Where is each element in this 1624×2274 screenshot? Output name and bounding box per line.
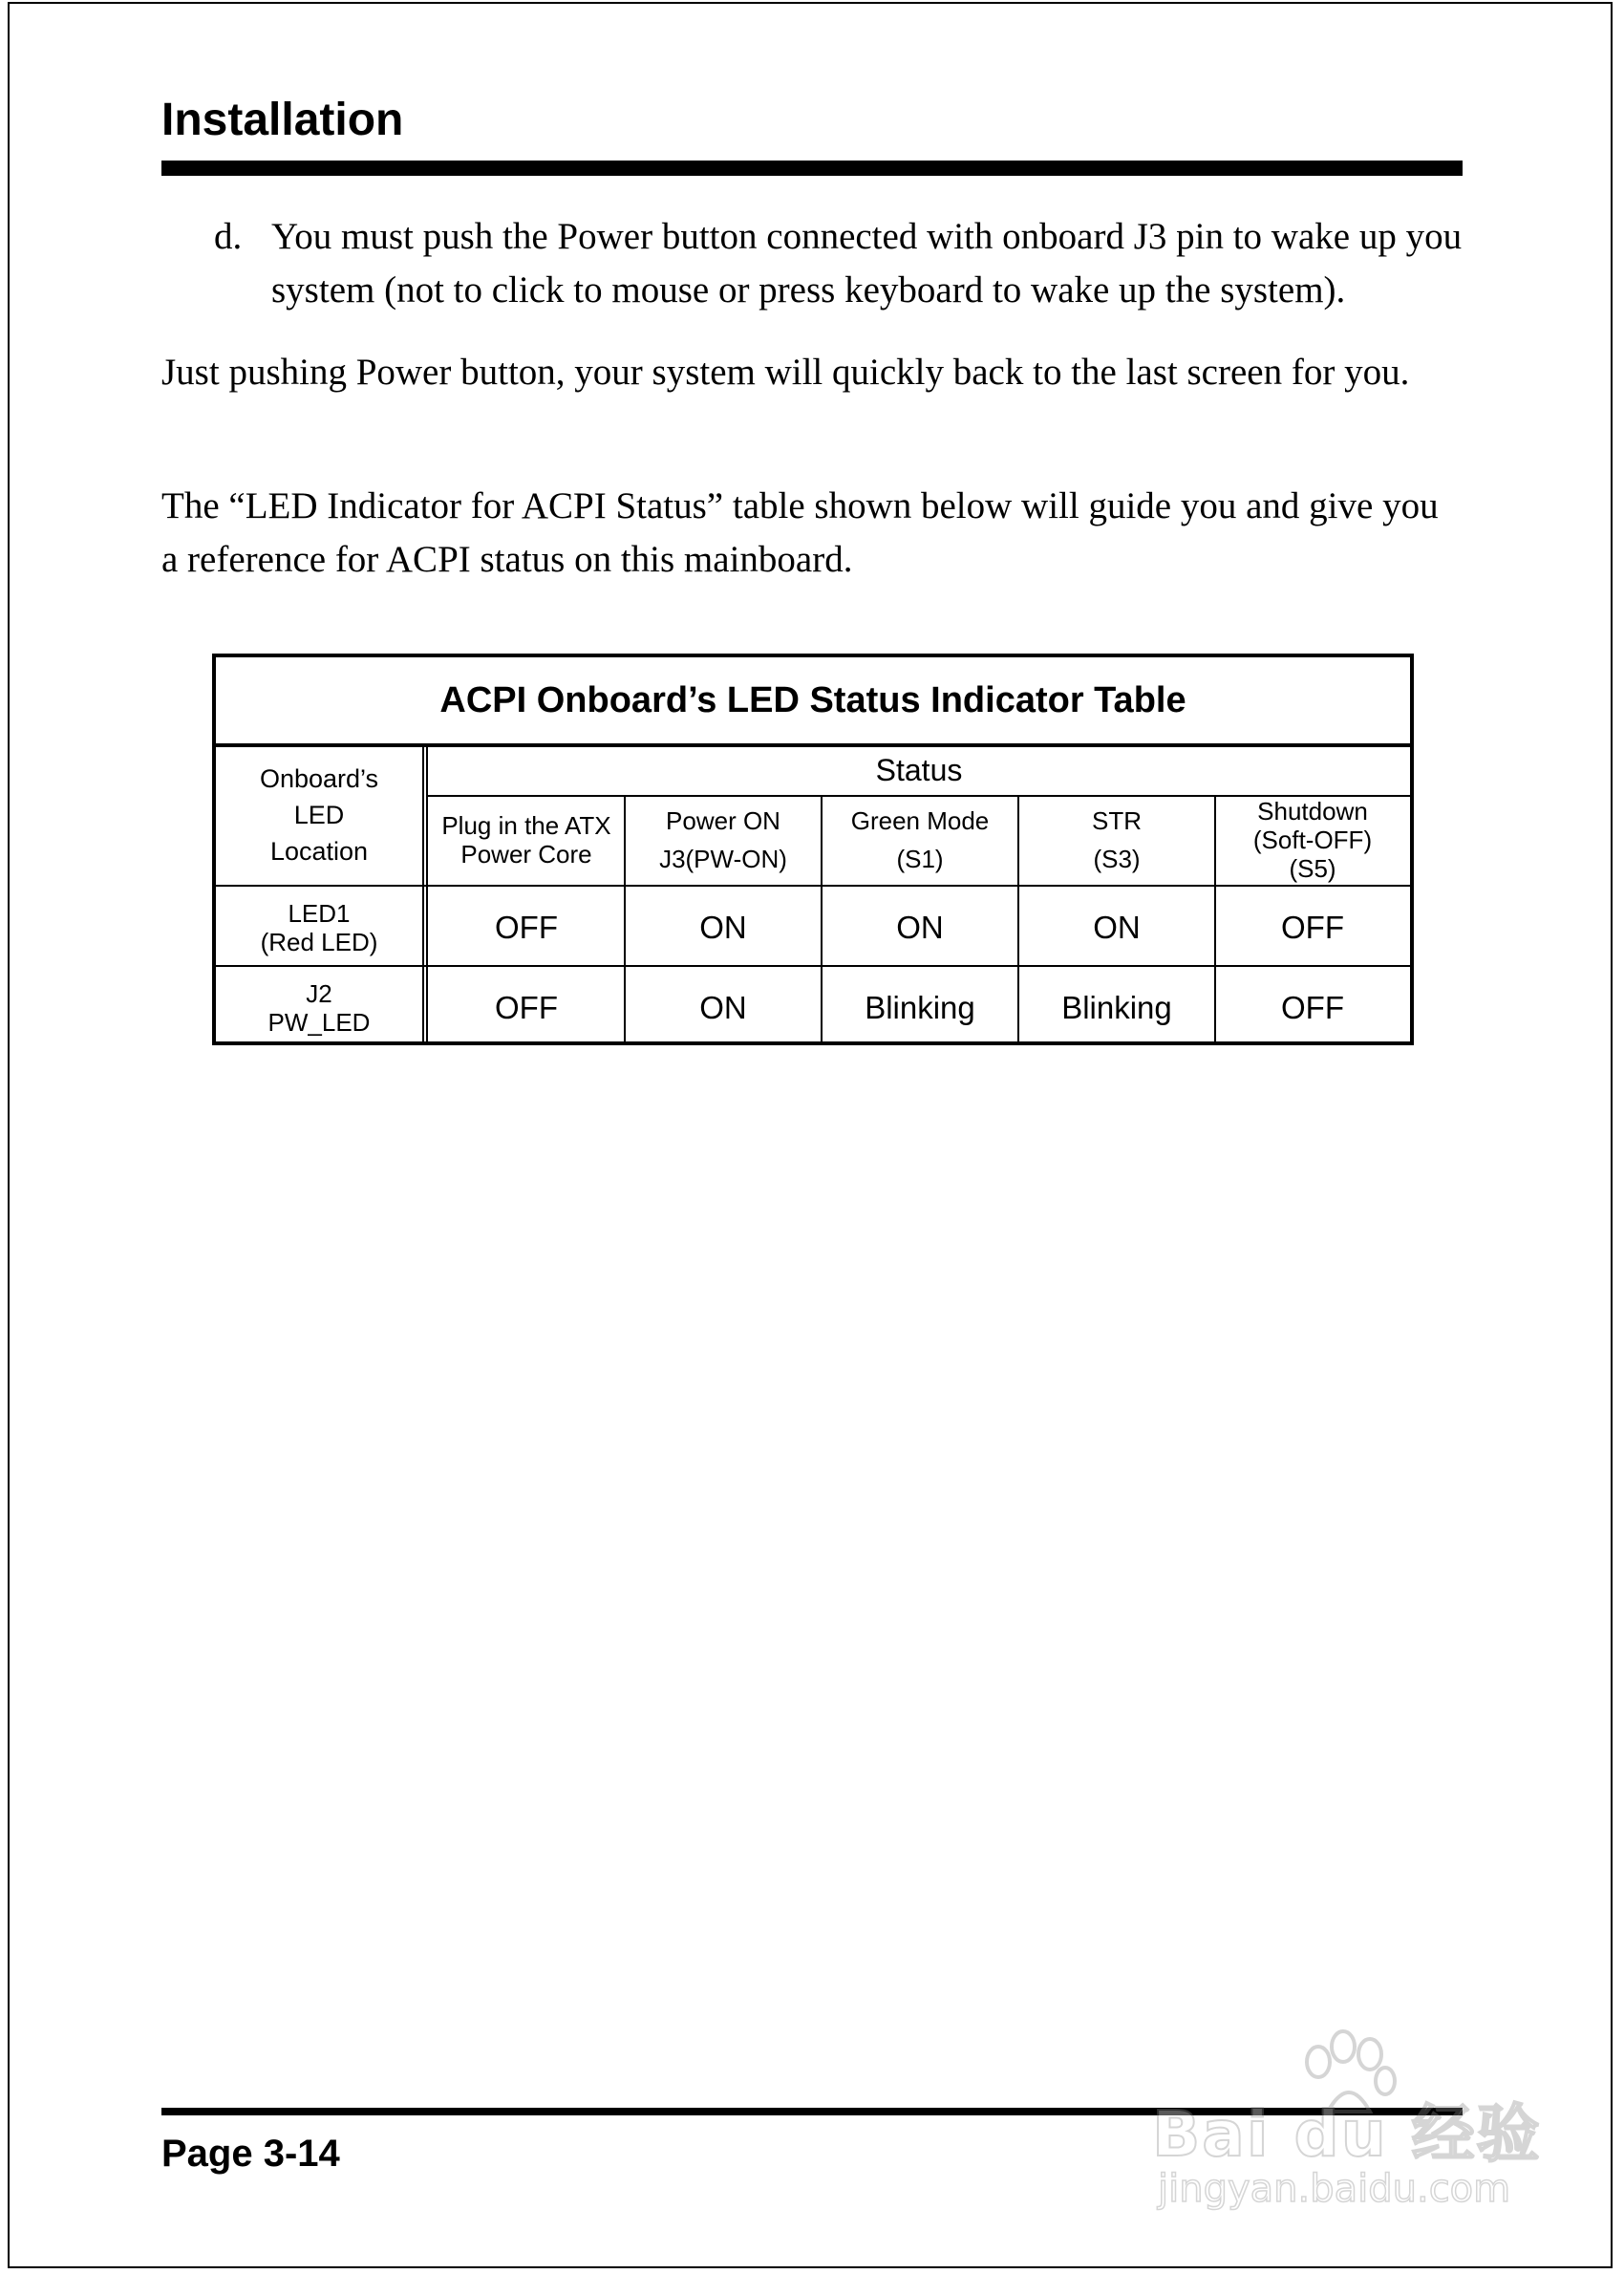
table-cell: ON <box>699 910 747 945</box>
paragraph-led-table-intro: The “LED Indicator for ACPI Status” table shown below will guide you and give you a reference for ACPI status on this mainboard. <box>161 485 1439 580</box>
list-marker: d. <box>214 216 243 257</box>
grid-line <box>1017 795 1019 1041</box>
grid-line <box>216 965 1410 967</box>
grid-line <box>428 795 1410 797</box>
row-label-line: (Red LED) <box>260 928 378 956</box>
double-divider <box>422 745 428 1041</box>
baidu-watermark <box>1146 2026 1548 2217</box>
table-cell: OFF <box>495 910 558 945</box>
table-cell: ON <box>1093 910 1141 945</box>
column-header-line: Green Mode <box>850 806 990 835</box>
row-label-line: LED1 <box>288 899 351 928</box>
page-number: Page 3-14 <box>161 2133 340 2175</box>
acpi-led-status-table <box>212 654 1414 1045</box>
section-title: Installation <box>161 95 404 145</box>
table-title: ACPI Onboard’s LED Status Indicator Table <box>216 657 1410 745</box>
table-cell: Blinking <box>1061 990 1172 1025</box>
grid-line <box>821 795 823 1041</box>
column-header-line: J3(PW-ON) <box>659 845 787 873</box>
table-cell: OFF <box>495 990 558 1025</box>
table-cell: Blinking <box>865 990 975 1025</box>
list-item-text: You must push the Power button connected with onboard J3 pin to wake up you system (not to click to mouse or press keyboard to wake up the system). <box>271 216 1463 311</box>
location-header <box>216 745 422 885</box>
page-frame <box>8 2 1613 2268</box>
table-cell: OFF <box>1281 910 1344 945</box>
row-label-line: PW_LED <box>267 1008 371 1037</box>
table-cell: ON <box>896 910 944 945</box>
column-header-line: (S5) <box>1289 854 1336 883</box>
location-header-line: Location <box>269 837 369 866</box>
column-header-str <box>1018 795 1215 885</box>
table-cell: ON <box>699 990 747 1025</box>
header-rule <box>161 161 1463 176</box>
status-header: Status <box>875 752 963 787</box>
table-cell: OFF <box>1281 990 1344 1025</box>
column-header-line: Shutdown <box>1257 797 1368 826</box>
column-header-green-mode <box>822 795 1018 885</box>
paragraph-power-button: Just pushing Power button, your system will quickly back to the last screen for you. <box>161 352 1410 393</box>
grid-line <box>216 885 1410 887</box>
location-header-line: Onboard’s <box>259 764 379 793</box>
watermark-url: jingyan.baidu.com <box>1158 2167 1511 2211</box>
column-header-line: STR <box>1092 806 1142 835</box>
column-header-power-on <box>625 795 822 885</box>
column-header-line: Power ON <box>666 806 780 835</box>
column-header-line: Plug in the ATX <box>441 811 611 840</box>
column-header-atx <box>428 795 625 885</box>
column-header-shutdown <box>1215 795 1410 885</box>
column-header-line: Power Core <box>460 840 592 869</box>
row-label-line: J2 <box>306 979 332 1008</box>
watermark-brand: Bai du 经验 <box>1152 2097 1542 2171</box>
location-header-line: LED <box>293 801 345 829</box>
row-label-led1 <box>216 887 422 969</box>
grid-line <box>1214 795 1216 1041</box>
grid-line <box>216 745 1410 747</box>
row-label-j2 <box>216 967 422 1049</box>
grid-line <box>624 795 626 1041</box>
column-header-line: (S1) <box>896 845 944 873</box>
column-header-line: (S3) <box>1093 845 1141 873</box>
column-header-line: (Soft-OFF) <box>1252 826 1373 854</box>
